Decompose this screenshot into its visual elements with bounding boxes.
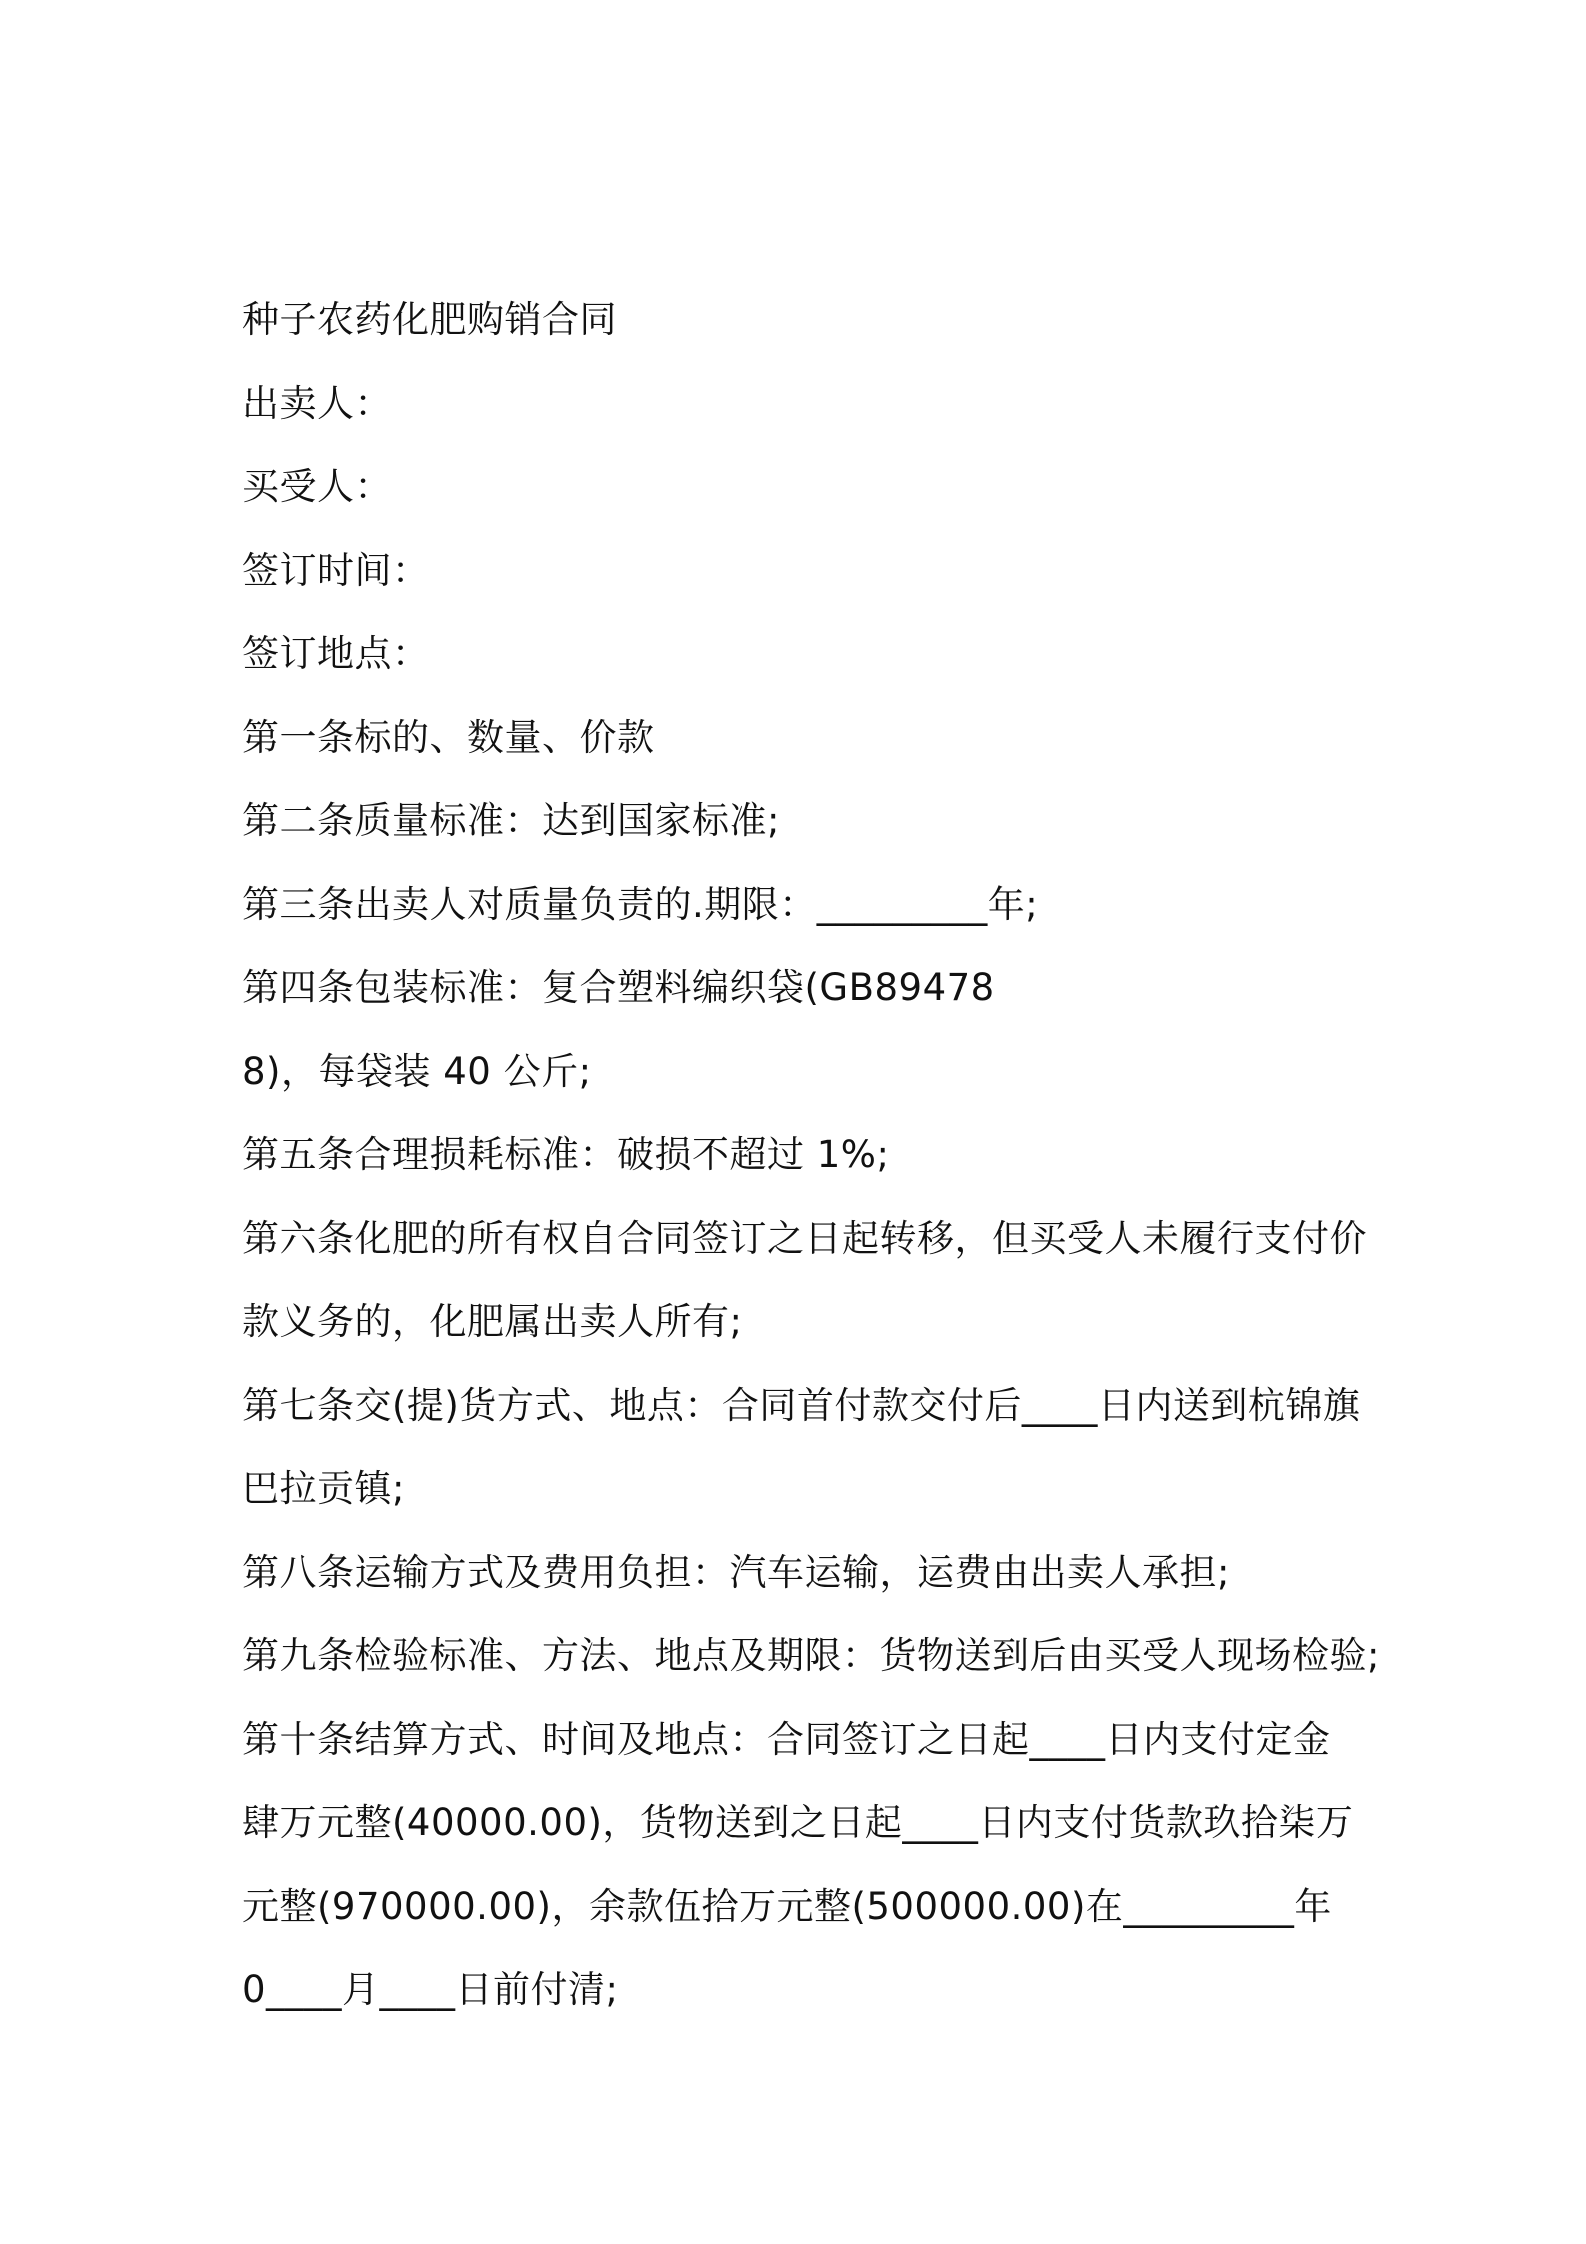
article-6-line-2: 款义务的，化肥属出卖人所有; (242, 1300, 743, 1343)
signing-time-line: 签订时间： (242, 548, 430, 592)
article-10-line-2: 肆万元整(40000.00)，货物送到之日起____日内支付货款玖拾柒万 (242, 1801, 1354, 1844)
seller-line: 出卖人： (242, 381, 392, 425)
article-7-line-2: 巴拉贡镇; (242, 1467, 405, 1510)
article-1: 第一条标的、数量、价款 (242, 715, 655, 759)
signing-place-line: 签订地点： (242, 632, 430, 675)
article-5: 第五条合理损耗标准：破损不超过 1%; (242, 1133, 890, 1176)
article-10-line-4: 0____月____日前付清; (242, 1968, 619, 2011)
document-title: 种子农药化肥购销合同 (242, 298, 617, 341)
article-3: 第三条出卖人对质量负责的.期限：_________年; (242, 882, 1039, 926)
article-7-line-1: 第七条交(提)货方式、地点：合同首付款交付后____日内送到杭锦旗 (242, 1383, 1361, 1427)
article-10-line-1: 第十条结算方式、时间及地点：合同签订之日起____日内支付定金 (242, 1717, 1331, 1761)
article-10-line-3: 元整(970000.00)，余款伍拾万元整(500000.00)在_________年 (242, 1884, 1332, 1928)
article-9: 第九条检验标准、方法、地点及期限：货物送到后由买受人现场检验; (242, 1634, 1380, 1677)
contract-body (242, 278, 1380, 2032)
buyer-line: 买受人： (242, 465, 392, 508)
article-4-line-2: 8)，每袋装 40 公斤; (242, 1049, 592, 1093)
article-8: 第八条运输方式及费用负担：汽车运输，运费由出卖人承担; (242, 1550, 1230, 1594)
article-2: 第二条质量标准：达到国家标准; (242, 799, 780, 842)
article-4-line-1: 第四条包装标准：复合塑料编织袋(GB89478 (242, 966, 995, 1009)
article-6-line-1: 第六条化肥的所有权自合同签订之日起转移，但买受人未履行支付价 (242, 1216, 1367, 1260)
